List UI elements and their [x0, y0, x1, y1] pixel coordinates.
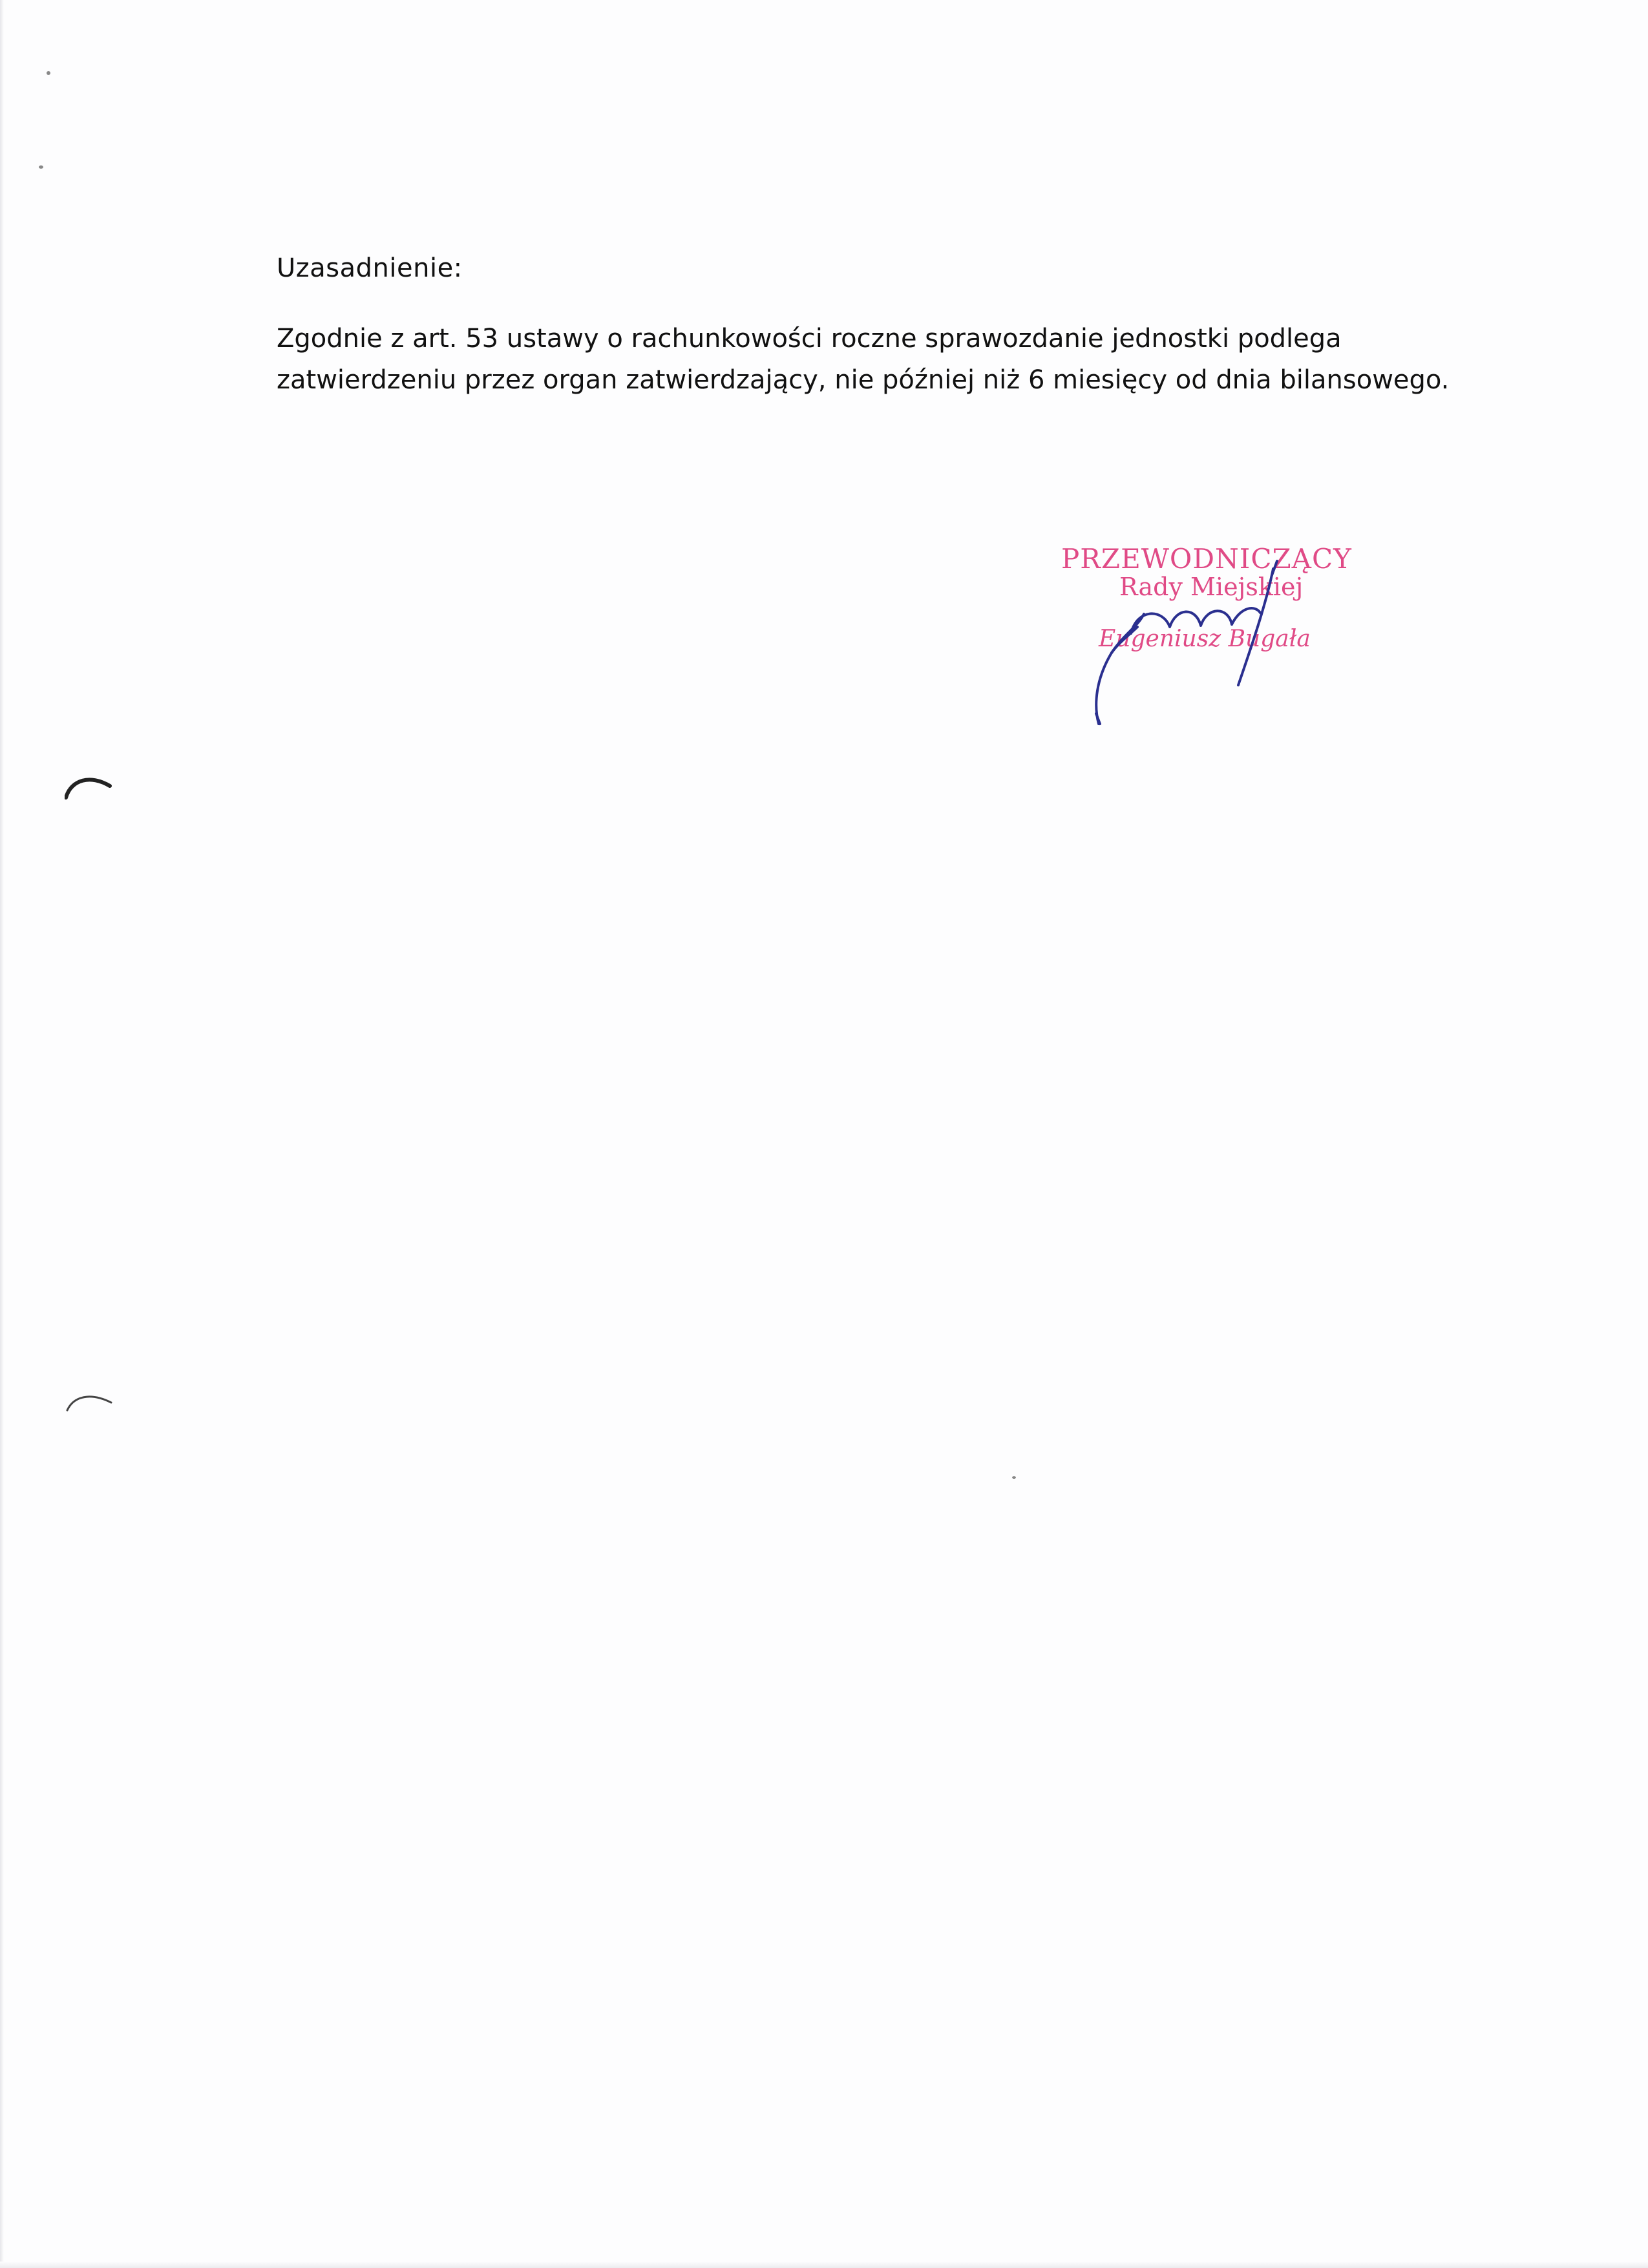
punch-hole-mark: [65, 1388, 123, 1414]
scan-speck: [47, 71, 50, 75]
handwritten-signature: [1034, 530, 1370, 737]
stamp-title: PRZEWODNICZĄCY: [1061, 543, 1352, 575]
scan-bottom-edge: [0, 2262, 1648, 2268]
scan-speck: [39, 165, 43, 169]
chairman-stamp: [1034, 530, 1370, 737]
justification-heading: Uzasadnienie:: [277, 253, 463, 283]
stamp-person-name: Eugeniusz Bugała: [1099, 626, 1311, 652]
justification-paragraph: [277, 318, 1450, 401]
stamp-council-name: Rady Miejskiej: [1119, 573, 1304, 601]
paragraph-line: zatwierdzeniu przez organ zatwierdzający, nie później niż 6 miesięcy od dnia bilansowego.: [277, 365, 1450, 395]
scan-left-edge: [0, 0, 4, 2268]
punch-hole-mark: [65, 774, 123, 800]
paragraph-line: Zgodnie z art. 53 ustawy o rachunkowości roczne sprawozdanie jednostki podlega: [277, 324, 1342, 354]
scan-speck: [1012, 1476, 1016, 1479]
